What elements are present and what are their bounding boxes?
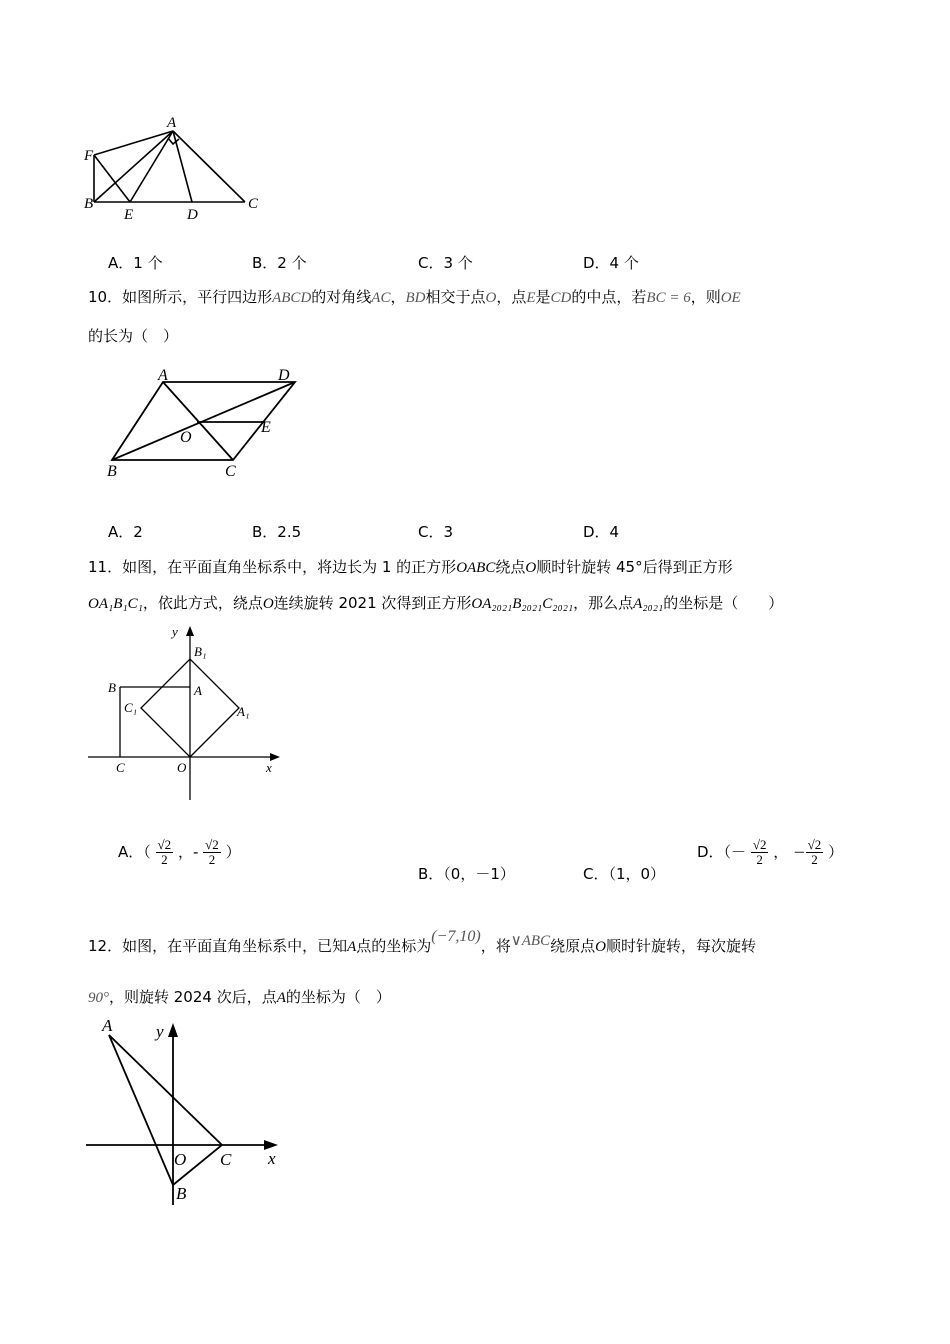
q12-figure: [84, 1015, 294, 1215]
q11-label-x: x: [266, 760, 272, 775]
q12-label-x: x: [268, 1149, 276, 1168]
q10-text3: 相交于点: [425, 288, 486, 306]
q10-label-B: B: [107, 463, 117, 480]
q10-text6: 的中点，若: [571, 288, 647, 306]
q11-option-d-minus: −: [793, 843, 806, 861]
q12-a-2: A: [276, 990, 286, 1006]
q11-option-d-frac1: [751, 838, 769, 867]
q11-label-B1: B₁: [194, 644, 207, 659]
q11-a2021: A₂₀₂₁: [633, 596, 664, 612]
q12-text1: 如图，在平面直角坐标系中，已知: [122, 937, 348, 955]
q11-frac-den: 2: [161, 852, 168, 867]
q10-text7: ，则: [690, 288, 721, 306]
q12-text3: ，将: [480, 937, 511, 955]
q11-o-2: O: [262, 596, 274, 612]
q11-label-O: O: [177, 760, 187, 775]
q11-frac-den: 2: [756, 852, 763, 867]
q11-label-A1: A₁: [237, 704, 250, 719]
q10-label-A: A: [158, 368, 168, 384]
q12-a: A: [347, 939, 357, 955]
q9-figure: [80, 112, 270, 224]
q10-label-C: C: [225, 463, 236, 480]
q11-option-d-frac2: [806, 838, 824, 867]
q9-label-F: F: [84, 148, 94, 164]
q9-label-C: C: [248, 196, 259, 212]
q11-label-C1: C₁: [124, 700, 138, 715]
q10-text4: ，点: [496, 288, 527, 306]
q11-option-c[interactable]: C．（1，0）: [583, 865, 666, 883]
q9-label-D: D: [187, 207, 198, 223]
q12-text7: 的坐标为（ ）: [285, 988, 391, 1006]
q10-option-b[interactable]: B．2.5: [252, 523, 302, 541]
q11-o: O: [525, 560, 537, 576]
q11-option-b[interactable]: B．（0，－1）: [418, 865, 515, 883]
q12-label-B: B: [176, 1184, 187, 1203]
q11-stem-line1: [88, 556, 733, 577]
q11-text7: 的坐标是（ ）: [663, 594, 784, 612]
q10-abcd: ABCD: [272, 290, 312, 306]
q11-label-A: A: [194, 683, 202, 698]
q11-text1: 如图，在平面直角坐标系中，将边长为 1 的正方形: [122, 558, 457, 576]
q11-frac-den: 2: [208, 852, 216, 867]
q11-option-d-mid: ，: [773, 843, 789, 861]
q10-text5: 是: [535, 288, 551, 306]
q12-number: 12．: [88, 937, 123, 955]
q9-option-b[interactable]: B．2 个: [252, 254, 307, 272]
q10-figure: [100, 368, 315, 483]
q11-option-a-prefix: A．（: [118, 843, 151, 861]
q12-text5: 顺时针旋转，每次旋转: [605, 937, 756, 955]
q11-option-d[interactable]: [697, 838, 843, 867]
q10-text2: 的对角线: [311, 288, 372, 306]
q11-option-a-suffix: ）: [225, 843, 241, 861]
q11-text6: ，那么点: [573, 594, 634, 612]
q11-label-y: y: [172, 624, 178, 639]
q11-text3: 顺时针旋转 45°后得到正方形: [536, 558, 733, 576]
q10-text1: 如图所示，平行四边形: [122, 288, 273, 306]
q12-label-y: y: [156, 1022, 164, 1041]
q11-option-d-suffix: ）: [828, 843, 844, 861]
q10-stem-line2: 的长为（ ）: [88, 327, 179, 345]
q10-ac: AC: [371, 290, 391, 306]
q11-stem-line2: [88, 592, 783, 613]
q9-option-d[interactable]: D．4 个: [583, 254, 639, 272]
q11-text2: 绕点: [495, 558, 526, 576]
q11-frac-den: 2: [811, 852, 818, 867]
q11-option-a-frac2: [203, 838, 221, 867]
q12-label-A: A: [102, 1016, 113, 1035]
q10-e: E: [526, 290, 536, 306]
q9-option-c[interactable]: C．3 个: [418, 254, 473, 272]
q12-abc: ∨ABC: [510, 933, 551, 949]
q10-option-c[interactable]: C．3: [418, 523, 454, 541]
q10-number: 10．: [88, 288, 123, 306]
q10-bd: BD: [405, 290, 426, 306]
q12-label-O: O: [174, 1150, 187, 1169]
q10-bc6: BC = 6: [646, 290, 691, 306]
q11-frac-num: √2: [752, 837, 767, 852]
q12-label-C: C: [220, 1150, 232, 1169]
q10-stem-line1: [88, 286, 741, 307]
q11-oa1b1c1: OA₁B₁C₁: [88, 596, 143, 612]
q11-option-a-frac1: [156, 838, 174, 867]
q11-option-a[interactable]: [118, 838, 241, 867]
q9-label-A: A: [167, 115, 177, 131]
q11-oa2021: OA₂₀₂₁B₂₀₂₁C₂₀₂₁: [471, 596, 574, 612]
q12-text6: ，则旋转 2024 次后，点: [109, 988, 277, 1006]
q11-text4: ，依此方式，绕点: [142, 594, 263, 612]
q10-label-O: O: [180, 429, 192, 446]
q11-frac-num: √2: [205, 837, 219, 852]
q11-oabc: OABC: [456, 560, 496, 576]
q10-option-d[interactable]: D．4: [583, 523, 620, 541]
q11-number: 11．: [88, 558, 123, 576]
q12-text2: 点的坐标为: [356, 937, 432, 955]
q9-label-B: B: [84, 196, 94, 212]
q11-frac-num: √2: [157, 837, 172, 852]
q11-label-C: C: [116, 760, 125, 775]
q11-option-d-prefix: D．（－: [697, 843, 747, 861]
q9-label-E: E: [124, 207, 134, 223]
q10-label-E: E: [261, 419, 271, 436]
q10-option-a[interactable]: A．2: [108, 523, 143, 541]
q9-option-a[interactable]: A．1 个: [108, 254, 163, 272]
q12-stem-line1: [88, 928, 756, 956]
q10-cd: CD: [550, 290, 572, 306]
q10-comma: ，: [390, 288, 406, 306]
q12-o: O: [595, 939, 606, 955]
q12-coord: (−7,10): [431, 928, 481, 945]
q11-text5: 连续旋转 2021 次得到正方形: [273, 594, 472, 612]
q12-deg: 90°: [88, 990, 109, 1006]
q10-o: O: [485, 290, 497, 306]
q12-stem-line2: [88, 986, 391, 1007]
q11-frac-num: √2: [807, 837, 822, 852]
q11-option-a-mid: ，-: [177, 843, 199, 861]
q11-label-B: B: [108, 680, 116, 695]
q10-label-D: D: [278, 368, 290, 384]
q12-text4: 绕原点: [550, 937, 596, 955]
q11-figure: [84, 622, 294, 804]
q10-oe: OE: [720, 290, 741, 306]
